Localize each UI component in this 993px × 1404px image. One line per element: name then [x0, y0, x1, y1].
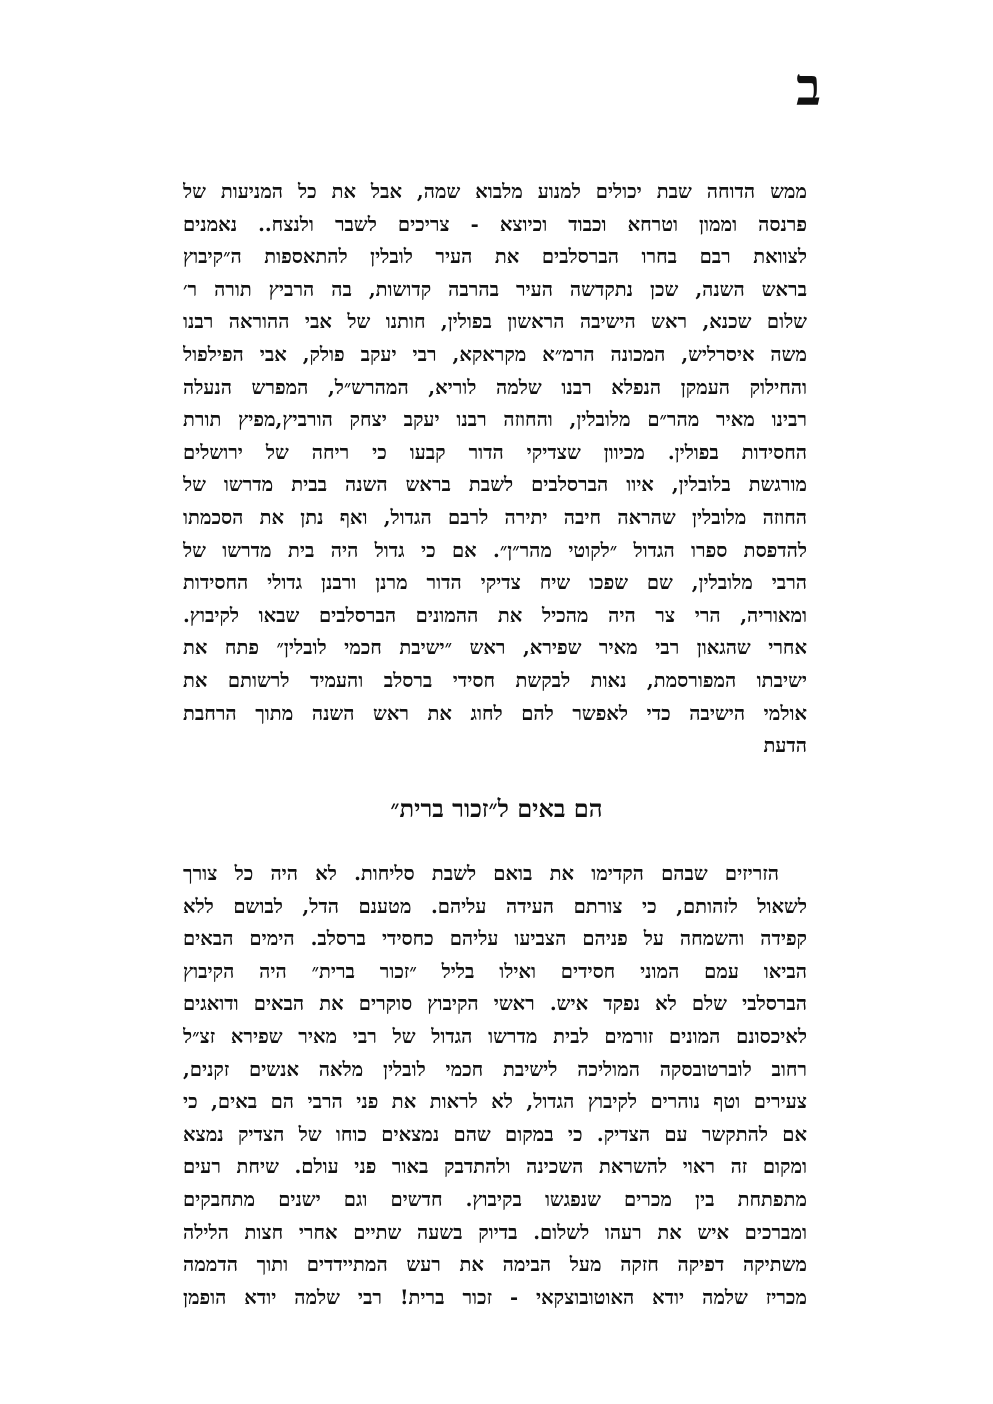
text-line: מתפתחת בין מכרים שנפגשו בקיבוץ. חדשים וגם ישנים מתחבקים [183, 1187, 807, 1211]
text-line: מורגשת בלובלין, איוו הברסלבים לשבת בראש השנה בבית מדרשו של [183, 473, 807, 497]
text-line: אם להתקשר עם הצדיק. כי במקום שהם נמצאים כוחו של הצדיק נמצא [183, 1122, 807, 1146]
text-line: הרבי מלובלין, שם שפכו שיח צדיקי הדור מרנן ורבנן גדולי החסידות [183, 571, 807, 595]
section-heading-text: הם באים ל״זכור ברית״ [390, 794, 603, 823]
text-line: אולמי הישיבה כדי לאפשר להם לחוג את ראש השנה מתוך הרחבת [183, 701, 807, 725]
text-line: לצוואת רבם בחרו הברסלבים את העיר לובלין להתאספות ה״קיבוץ [183, 245, 807, 269]
text-line: הברסלבי שלם לא נפקד איש. ראשי הקיבוץ סוקרים את הבאים ודואגים [183, 992, 807, 1016]
page-number: ב [795, 57, 821, 118]
text-line: שלום שכנא, ראש הישיבה הראשון בפולין, חותנו של אבי ההוראה רבנו [183, 310, 807, 334]
body-text-section-2 [183, 858, 807, 1314]
text-line: הדעת [763, 734, 807, 758]
text-line: מכריז שלמה יודא האוטובוצקאי - זכור ברית! רבי שלמה יודא הופמן [183, 1285, 807, 1309]
text-line: רבינו מאיר מהר״ם מלובלין, והחוזה רבנו יעקב יצחק הורביץ,מפיץ תורת [183, 408, 807, 432]
text-line: להדפסת ספרו הגדול ״לקוטי מהר״ן״. אם כי גדול היה בית מדרשו של [183, 538, 807, 562]
text-line: ומאוריה, הרי צר היה מהכיל את ההמונים הברסלבים שבאו לקיבוץ. [183, 603, 807, 627]
text-line: ומברכים איש את רעהו לשלום. בדיוק בשעה שתיים אחרי חצות הלילה [183, 1220, 807, 1244]
text-line: ישיבתו המפורסמת, נאות לבקשת חסידי ברסלב והעמיד לרשותם את [183, 668, 807, 692]
text-line: צעירים וטף נוהרים לקיבוץ הגדול, לא לראות את פני הרבי הם באים, כי [183, 1090, 807, 1114]
text-line: ומקום זה ראוי להשראת השכינה ולהתדבק באור פני עולם. שיחת רעים [183, 1155, 807, 1179]
text-line: החוזה מלובלין שהראה חיבה יתירה לרבם הגדול, ואף נתן את הסכמתו [183, 505, 807, 529]
text-line: ממש הדוחה שבת יכולים למנוע מלבוא שמה, אבל את כל המניעות של [183, 180, 807, 203]
text-line: לשאול לזהותם, כי צורתם העידה עליהם. מטענם הדל, לבושם ללא [183, 894, 807, 918]
text-line: לאיכסונם המונים זורמים לבית מדרשו הגדול של רבי מאיר שפירא זצ״ל [183, 1024, 807, 1048]
text-line: משתיקה דפיקה חזקה מעל הבימה את רעש המתיידדים ותוך הדממה [183, 1253, 807, 1277]
body-text-section-1 [183, 176, 807, 763]
text-line: קפידה והשמחה על פניהם הצביעו עליהם כחסידי ברסלב. הימים הבאים [183, 927, 807, 951]
text-line: הזריזים שבהם הקדימו את בואם לשבת סליחות. לא היה כל צורך [183, 862, 779, 885]
section-heading [0, 789, 993, 829]
text-line: והחילוק העמקן הנפלא רבנו שלמה לוריא, המהרש״ל, המפרש הנעלה [183, 375, 807, 399]
text-line: פרנסה וממון וטרחא וכבוד וכיוצא - צריכים לשבר ולנצח.. נאמנים [183, 212, 807, 236]
text-line: הביאו עמם המוני חסידים ואילו בליל ״זכור ברית״ היה הקיבוץ [183, 959, 807, 983]
text-line: אחרי שהגאון רבי מאיר שפירא, ראש ״ישיבת חכמי לובלין״ פתח את [183, 636, 807, 660]
text-line: בראש השנה, שכן נתקדשה העיר בהרבה קדושות, בה הרביץ תורה ר׳ [183, 277, 807, 301]
text-line: החסידות בפולין. מכיוון שצדיקי הדור קבעו כי ריחה של ירושלים [183, 440, 807, 464]
text-line: משה איסרליש, המכונה הרמ״א מקראקא, רבי יעקב פולק, אבי הפילפול [183, 342, 807, 366]
text-line: רחוב לוברטובסקה המוליכה לישיבת חכמי לובלין מלאה אנשים זקנים, [183, 1057, 807, 1081]
